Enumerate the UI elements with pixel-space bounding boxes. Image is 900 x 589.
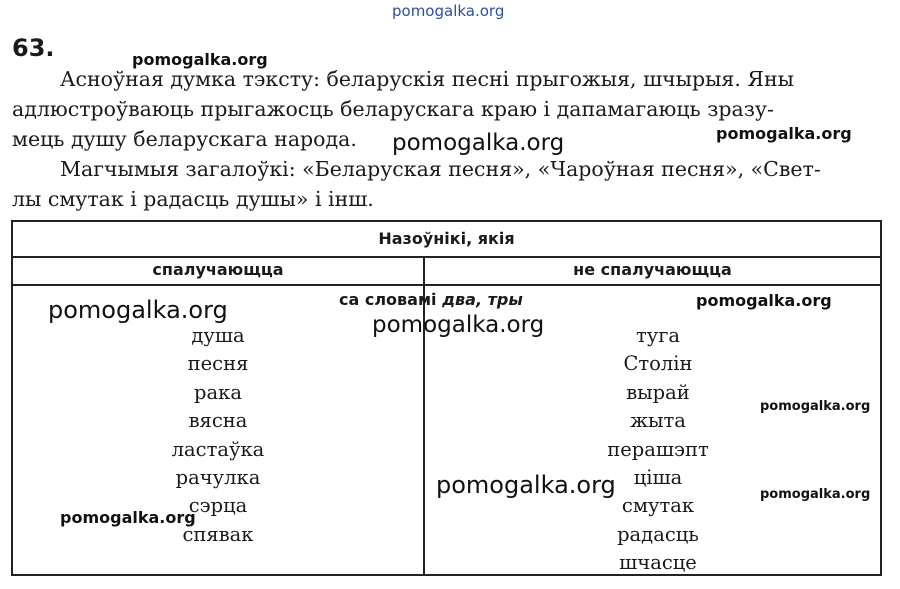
list-item: перашэпт [607, 437, 709, 461]
paragraph-line: лы смутак і радасць душы» і інш. [12, 187, 374, 211]
list-item: смутак [621, 494, 695, 518]
paragraph-line: Асноўная думка тэксту: беларускія песні прыгожыя, шчырыя. Яны [60, 67, 794, 91]
paragraph-line: адлюстроўваюць прыгажосць беларускага краю і дапамагаюць зразу- [12, 97, 774, 121]
list-item: шчасце [619, 551, 697, 575]
watermark: pomogalka.org [132, 50, 268, 69]
watermark: pomogalka.org [60, 508, 196, 527]
list-item: душа [191, 324, 245, 347]
list-item: ластаўка [171, 437, 265, 461]
watermark: pomogalka.org [436, 471, 616, 499]
paragraph-line: мець душу беларускага народа. [12, 127, 357, 151]
watermark: pomogalka.org [696, 291, 832, 310]
list-item: радасць [617, 522, 699, 546]
right-word-list [598, 322, 718, 578]
list-item: рака [194, 380, 242, 404]
list-item: Столін [623, 352, 693, 376]
list-item: спявак [182, 522, 254, 546]
list-item: вясна [188, 409, 248, 433]
watermark: pomogalka.org [372, 312, 545, 338]
list-item: рачулка [175, 465, 261, 489]
watermark: pomogalka.org [392, 130, 565, 156]
watermark: pomogalka.org [760, 399, 871, 414]
list-item: песня [187, 352, 249, 376]
watermark: pomogalka.org [48, 296, 228, 324]
list-item: сэрца [188, 494, 248, 518]
subheader-prefix: са словамі [339, 290, 437, 309]
paragraph-line: Магчымыя загалоўкі: «Беларуская песня», «Чароўная песня», «Свет- [60, 157, 821, 181]
exercise-number: 63. [12, 34, 55, 62]
table-title: Назоўнікі, якія [13, 222, 880, 258]
subheader-words: два, тры [442, 290, 523, 309]
col-header-combining: спалучающца [152, 260, 284, 279]
list-item: вырай [626, 380, 690, 404]
col-header-non-combining: не спалучающца [573, 260, 732, 279]
watermark: pomogalka.org [760, 487, 871, 502]
table-subheader [339, 290, 523, 309]
list-item: ціша [633, 465, 683, 489]
watermark-top: pomogalka.org [392, 2, 505, 20]
watermark: pomogalka.org [716, 124, 852, 143]
list-item: туга [635, 324, 681, 347]
list-item: жыта [630, 409, 686, 433]
table-header-row [13, 256, 880, 286]
